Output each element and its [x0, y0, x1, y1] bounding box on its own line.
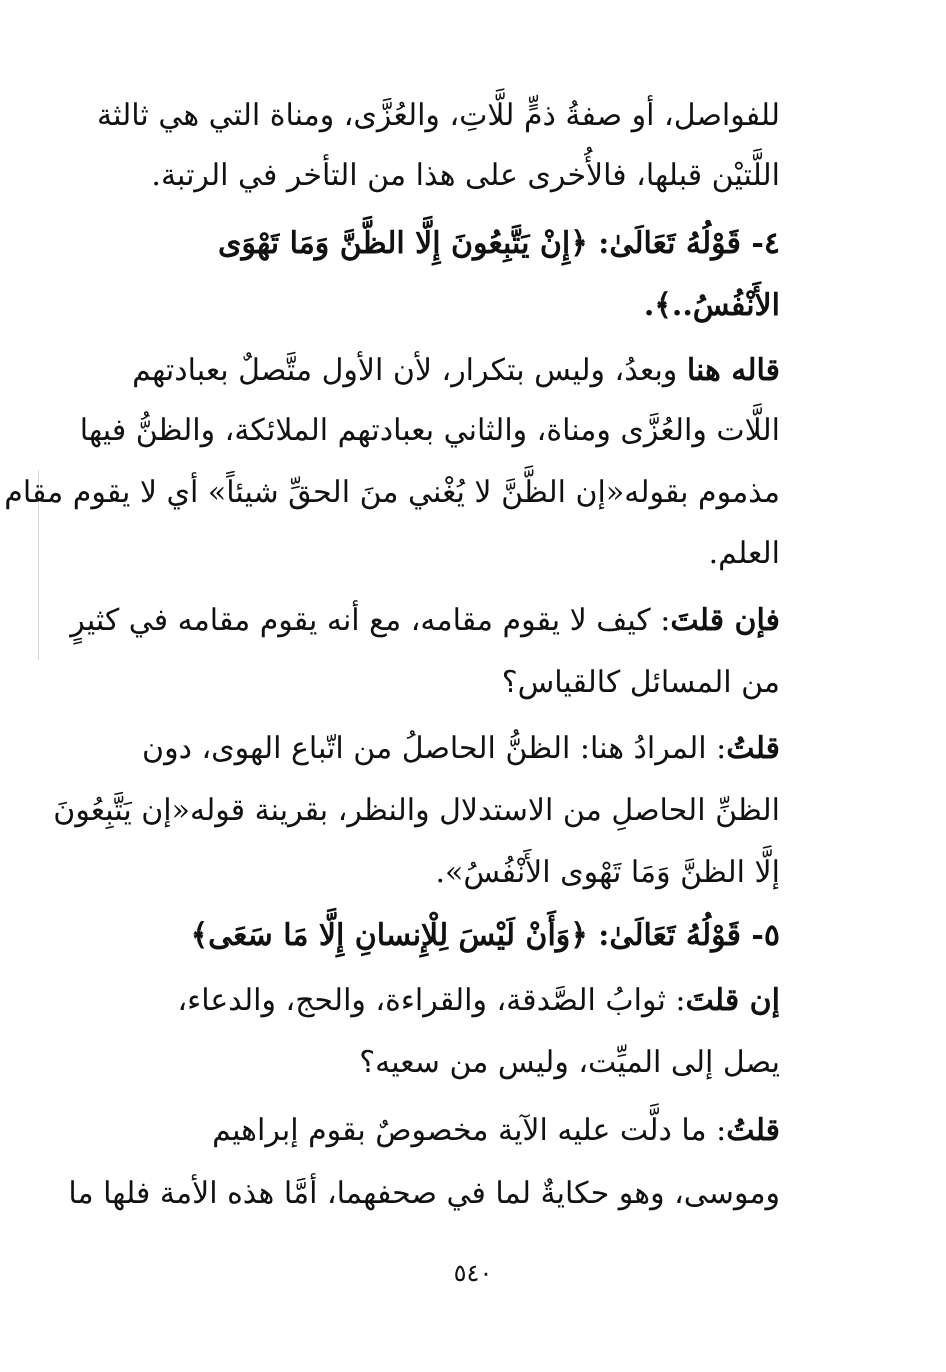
text-segment: من المسائل كالقياس؟	[501, 665, 780, 700]
text-segment: يصل إلى الميِّت، وليس من سعيه؟	[359, 1045, 780, 1080]
text-line	[97, 98, 780, 133]
text-line	[128, 288, 780, 323]
text-line	[128, 353, 780, 388]
text-line	[79, 413, 780, 448]
text-segment: : كيف لا يقوم مقامه، مع أنه يقوم مقامه في كثيرٍ	[70, 603, 671, 638]
text-segment: : ما دلَّت عليه الآية مخصوصٌ بقوم إبراهيم	[212, 1113, 727, 1148]
text-segment: وبعدُ، وليس بتكرار، لأن الأول متَّصلٌ بعبادتهم	[132, 353, 687, 388]
text-line	[128, 731, 780, 766]
text-segment: إلَّا الظنَّ وَمَا تَهْوى الأَنْفُسُ».	[435, 855, 780, 890]
bold-text-segment: قاله هنا	[686, 353, 780, 388]
text-line	[128, 226, 780, 261]
text-line	[4, 475, 780, 510]
text-line	[128, 158, 780, 193]
text-line	[68, 1176, 780, 1211]
bold-text-segment: ٤- قَوْلُهُ تَعَالَىٰ: ﴿إِنْ يَتَّبِعُونَ إِلَّا الظَّنَّ وَمَا تَهْوَى	[218, 226, 780, 261]
text-line	[128, 855, 780, 890]
text-segment: الظنِّ الحاصلِ من الاستدلال والنظر، بقرينة قوله«إن يَتَّبِعُونَ	[53, 793, 780, 828]
text-segment: للفواصل، أو صفةُ ذمٍّ للَّاتِ، والعُزَّى، ومناة التي هي ثالثة	[97, 98, 780, 133]
text-segment: وموسى، وهو حكايةٌ لما في صحفهما، أمَّا هذه الأمة فلها ما	[68, 1176, 780, 1211]
text-segment: : ثوابُ الصَّدقة، والقراءة، والحج، والدعاء،	[177, 983, 686, 1018]
text-segment: : المرادُ هنا: الظنُّ الحاصلُ من اتّباع الهوى، دون	[142, 731, 727, 766]
text-line	[128, 983, 780, 1018]
text-segment: اللَّتيْن قبلها، فالأُخرى على هذا من التأخر في الرتبة.	[151, 158, 780, 193]
text-line	[70, 603, 780, 638]
text-line	[128, 536, 780, 571]
text-segment: مذموم بقوله«إن الظَّنَّ لا يُغْني منَ الحقِّ شيئاً» أي لا يقوم مقام	[4, 475, 780, 510]
text-segment: العلم.	[708, 536, 780, 571]
bold-text-segment: فإن قلتَ	[670, 603, 780, 638]
text-line	[128, 1113, 780, 1148]
text-line	[128, 665, 780, 700]
text-line	[53, 793, 780, 828]
text-line	[128, 1045, 780, 1080]
text-segment: اللَّات والعُزَّى ومناة، والثاني بعبادتهم الملائكة، والظنُّ فيها	[79, 413, 780, 448]
bold-text-segment: قلتُ	[726, 731, 780, 766]
page-number: ٥٤٠	[453, 1259, 493, 1287]
bold-text-segment: قلتُ	[726, 1113, 780, 1148]
text-line	[128, 918, 780, 953]
bold-text-segment: ٥- قَوْلُهُ تَعَالَىٰ: ﴿وَأَنْ لَيْسَ لِلْإِنسانِ إِلَّا مَا سَعَى﴾	[190, 918, 780, 953]
bold-text-segment: إن قلتَ	[685, 983, 780, 1018]
bold-text-segment: الأَنْفُسُ..﴾.	[643, 288, 780, 323]
